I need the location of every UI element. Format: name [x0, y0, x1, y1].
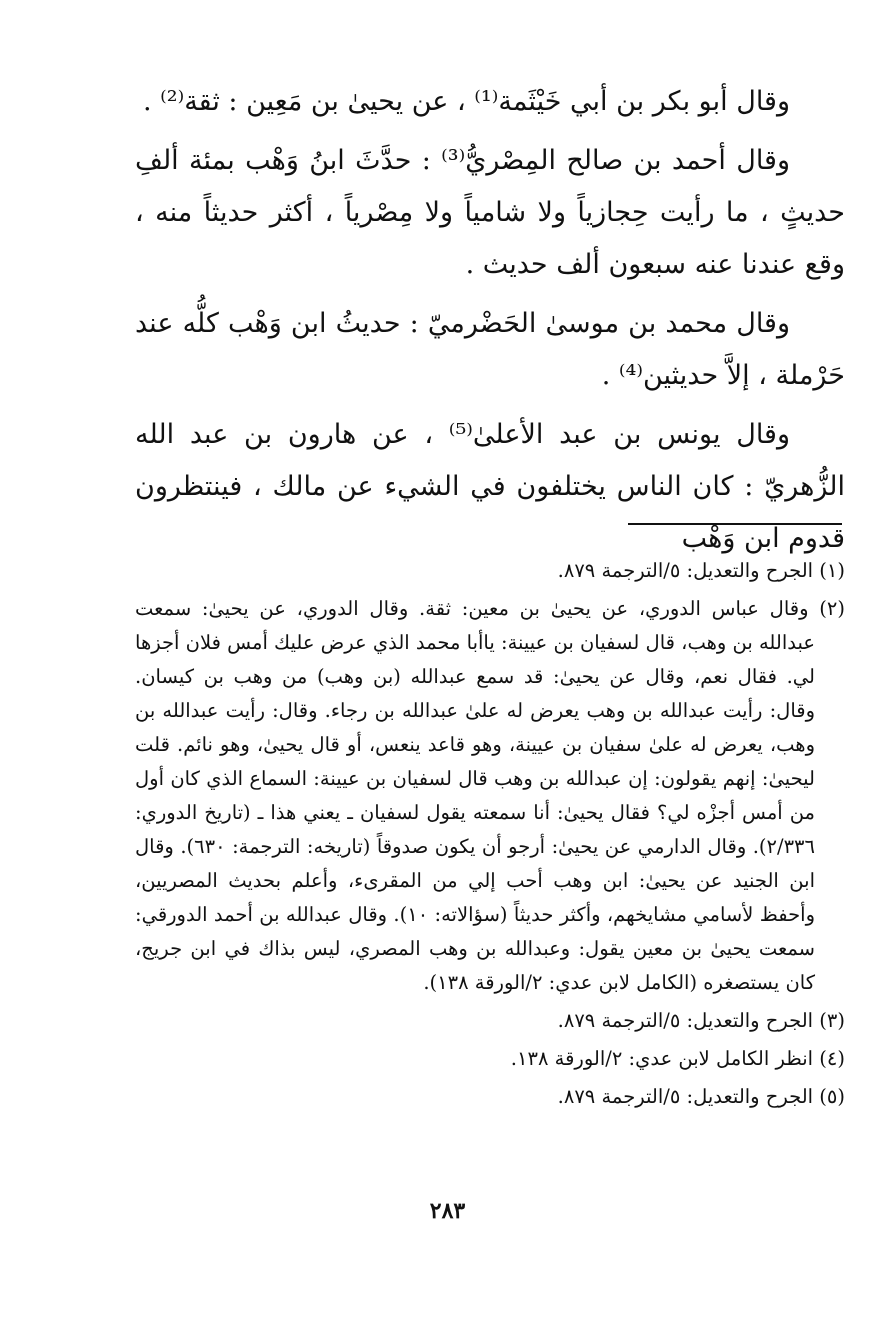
footnote-separator [628, 523, 842, 525]
main-paragraph-2: وقال أحمد بن صالح المِصْريُّ⁽³⁾ : حدَّثَ ابنُ وَهْب بمئة ألفِ حديثٍ ، ما رأيت حِجازياً ولا شامياً ولا مِصْرياً ، أكثر حديثاً منه ، وقع عندنا عنه سبعون ألف حديث . [135, 145, 845, 280]
page-number: ٢٨٣ [429, 1198, 466, 1224]
footnote-1: (١) الجرح والتعديل: ٥/الترجمة ٨٧٩. [557, 559, 845, 582]
footnote-5: (٥) الجرح والتعديل: ٥/الترجمة ٨٧٩. [557, 1085, 845, 1108]
main-paragraph-3: وقال محمد بن موسىٰ الحَضْرميّ : حديثُ ابن وَهْب كلُّه عند حَرْملة ، إلاَّ حديثين⁽⁴⁾ . [135, 308, 845, 391]
main-paragraph-1: وقال أبو بكر بن أبي خَيْثَمة⁽¹⁾ ، عن يحيىٰ بن مَعِين : ثقة⁽²⁾ . [142, 86, 790, 117]
footnote-3: (٣) الجرح والتعديل: ٥/الترجمة ٨٧٩. [557, 1009, 845, 1032]
footnotes [135, 554, 845, 1118]
main-paragraph-4: وقال يونس بن عبد الأعلىٰ⁽⁵⁾ ، عن هارون بن عبد الله الزُّهريّ : كان الناس يختلفون في الشيء عن مالك ، فينتظرون قدوم ابن وَهْب [135, 419, 845, 554]
footnote-2: (٢) وقال عباس الدوري، عن يحيىٰ بن معين: ثقة. وقال الدوري، عن يحيىٰ: سمعت عبدالله بن وهب، قال لسفيان بن عيينة: ياأبا محمد الذي عرض عليك أمس فلان أجزها لي. فقال نعم، وقال عن يحيىٰ: قد سمع عبدالله (بن وهب) من وهب بن كيسان. وقال: رأيت عبدالله بن وهب يعرض له علىٰ عبدالله بن رجاء. وقال: رأيت عبدالله بن وهب، يعرض له علىٰ سفيان بن عيينة، وهو قاعد ينعس، أو قال يحيىٰ، وهو نائم. قلت ليحيىٰ: إنهم يقولون: إن عبدالله بن وهب قال لسفيان بن عيينة: السماع الذي كان أول من أمس أجزْه لي؟ فقال يحيىٰ: أنا سمعته يقول لسفيان ـ يعني هذا ـ (تاريخ الدوري: ٢/٣٣٦). وقال الدارمي عن يحيىٰ: أرجو أن يكون صدوقاً (تاريخه: الترجمة: ٦٣٠). وقال ابن الجنيد عن يحيىٰ: ابن وهب أحب إلي من المقرىء، وأعلم بحديث المصريين، وأحفظ لأسامي مشايخهم، وأكثر حديثاً (سؤالاته: ١٠). وقال عبدالله بن أحمد الدورقي: سمعت يحيىٰ بن معين يقول: وعبدالله بن وهب المصري، ليس بذاك في ابن جريج، كان يستصغره (الكامل لابن عدي: ٢/الورقة ١٣٨). [135, 597, 845, 994]
main-text [135, 76, 845, 572]
footnote-4: (٤) انظر الكامل لابن عدي: ٢/الورقة ١٣٨. [510, 1047, 845, 1070]
